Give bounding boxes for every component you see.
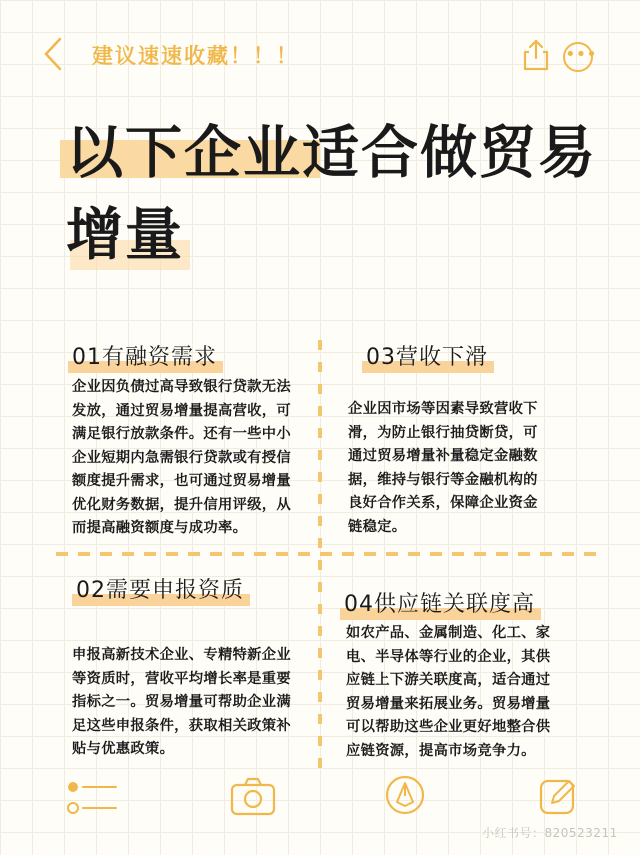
- top-bar: [0, 0, 640, 100]
- section-01-title: 01有融资需求: [72, 340, 217, 371]
- edit-icon[interactable]: [538, 776, 578, 820]
- section-04-body: 如农产品、金属制造、化工、家电、半导体等行业的企业，其供应链上下游关联度高，适合通过贸易增量来拓展业务。贸易增量可以帮助这些企业更好地整合供应链资源，提高市场竞争力。: [346, 625, 551, 759]
- share-icon[interactable]: [520, 38, 552, 72]
- horizontal-divider: [56, 552, 596, 556]
- chevron-left-icon[interactable]: [42, 36, 72, 72]
- bottom-toolbar: [0, 770, 640, 855]
- section-03-body: 企业因市场等因素导致营收下滑，为防止银行抽贷断贷，可通过贸易增量补量稳定金融数据，维持与银行等金融机构的良好合作关系，保障企业资金链稳定。: [348, 401, 538, 535]
- headline: [66, 112, 626, 276]
- checklist-icon[interactable]: [66, 778, 122, 824]
- section-01-body: 企业因负债过高导致银行贷款无法发放，通过贸易增量提高营收，可满足银行放款条件。还有一些中小企业短期内急需银行贷款或有授信额度提升需求，也可通过贸易增量优化财务数据，提升信用评级，从而提高融资额度与成功率。: [72, 379, 291, 536]
- headline-line-1: 以下企业适合做贸易: [66, 120, 597, 186]
- note-title: 建议速速收藏！！！: [92, 44, 299, 68]
- section-04-title: 04供应链关联度高: [344, 587, 535, 618]
- section-02-body: 申报高新技术企业、专精特新企业等资质时，营收平均增长率是重要指标之一。贸易增量可帮助企业满足这些申报条件，获取相关政策补贴与优惠政策。: [72, 647, 291, 757]
- pen-nib-icon[interactable]: [384, 774, 426, 820]
- section-03-title: 03营收下滑: [366, 340, 488, 371]
- section-02-title: 02需要申报资质: [76, 573, 244, 604]
- headline-line-2: 增量: [66, 202, 184, 268]
- camera-icon[interactable]: [230, 776, 276, 820]
- watermark: 小红书号：820523211: [482, 826, 618, 840]
- more-icon[interactable]: •••: [563, 42, 593, 72]
